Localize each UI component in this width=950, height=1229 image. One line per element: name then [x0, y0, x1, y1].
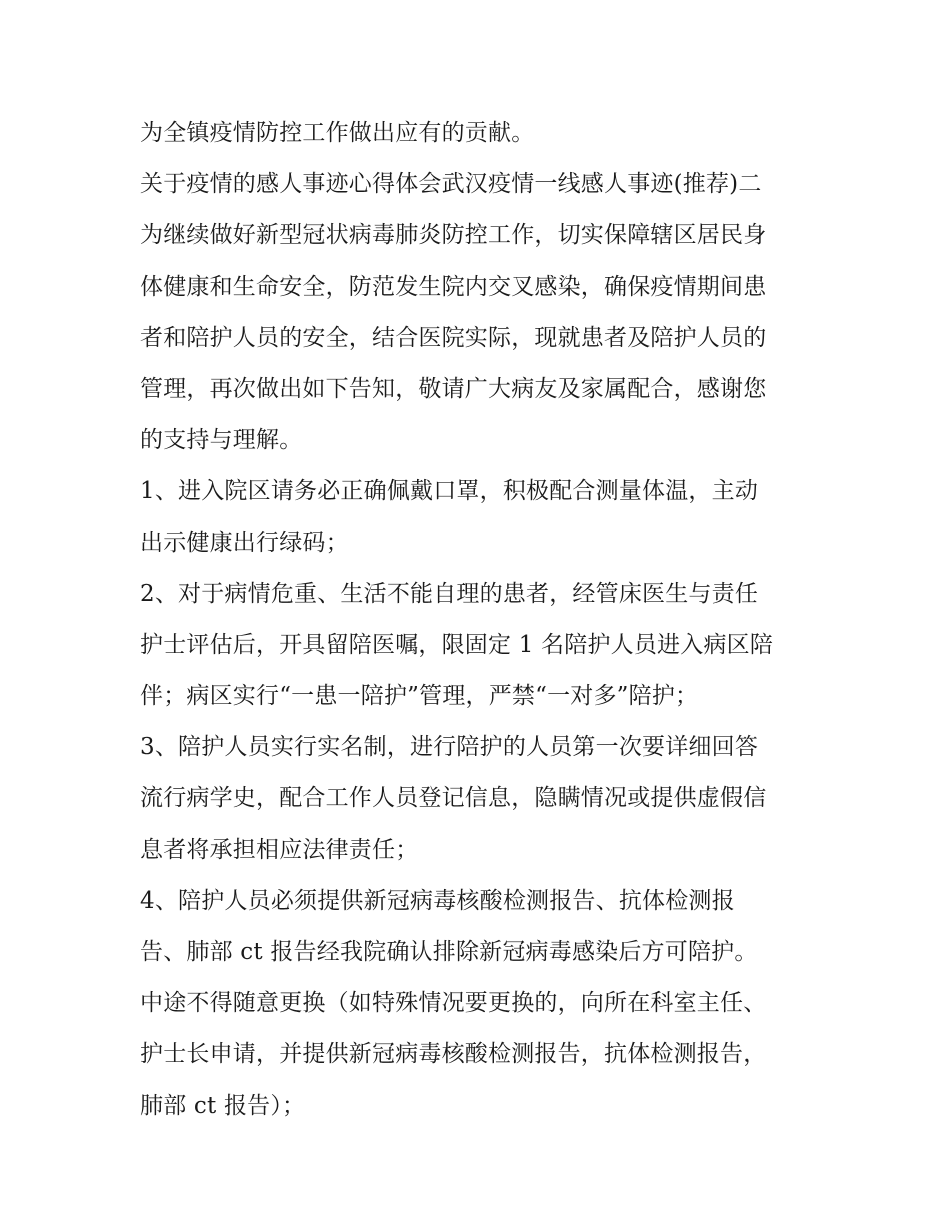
- text-line: 2、对于病情危重、生活不能自理的患者，经管床医生与责任: [140, 580, 759, 607]
- text-line: 出示健康出行绿码；: [140, 529, 349, 556]
- text-line: 为继续做好新型冠状病毒肺炎防控工作，切实保障辖区居民身: [140, 222, 767, 249]
- document-body: [140, 108, 820, 1132]
- text-line: 1、进入院区请务必正确佩戴口罩，积极配合测量体温，主动: [140, 478, 759, 505]
- text-line: 肺部 ct 报告）；: [140, 1092, 306, 1119]
- text-line: 关于疫情的感人事迹心得体会武汉疫情一线感人事迹(推荐)二: [140, 171, 762, 198]
- text-line: 3、陪护人员实行实名制，进行陪护的人员第一次要详细回答: [140, 734, 759, 761]
- text-line: 为全镇疫情防控工作做出应有的贡献。: [140, 120, 535, 146]
- text-line: 伴；病区实行“一患一陪护”管理，严禁“一对多”陪护；: [140, 683, 699, 710]
- text-line: 的支持与理解。: [140, 427, 303, 454]
- text-line: 者和陪护人员的安全，结合医院实际，现就患者及陪护人员的: [140, 324, 767, 351]
- text-line: 流行病学史，配合工作人员登记信息，隐瞒情况或提供虚假信: [140, 785, 767, 812]
- text-line: 息者将承担相应法律责任；: [140, 836, 419, 863]
- text-line: 管理，再次做出如下告知，敬请广大病友及家属配合，感谢您: [140, 375, 767, 402]
- text-line: 体健康和生命安全，防范发生院内交叉感染，确保疫情期间患: [140, 273, 767, 300]
- text-line: 护士评估后，开具留陪医嘱，限固定 1 名陪护人员进入病区陪: [140, 631, 774, 658]
- text-line: 4、陪护人员必须提供新冠病毒核酸检测报告、抗体检测报: [140, 887, 735, 914]
- text-line: 告、肺部 ct 报告经我院确认排除新冠病毒感染后方可陪护。: [140, 939, 758, 965]
- text-line: 中途不得随意更换（如特殊情况要更换的，向所在科室主任、: [140, 990, 767, 1017]
- text-line: 护士长申请，并提供新冠病毒核酸检测报告，抗体检测报告，: [140, 1041, 767, 1068]
